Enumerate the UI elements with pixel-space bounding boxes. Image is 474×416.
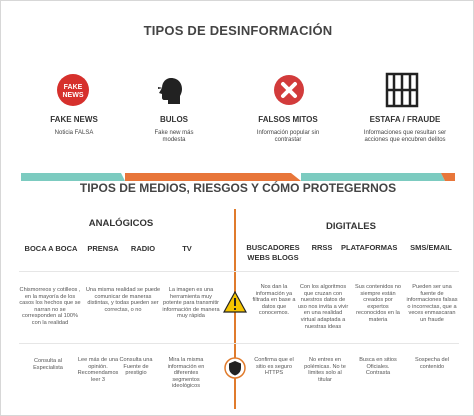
- analog-header-boca: BOCA A BOCA: [24, 244, 78, 253]
- type-desc-estafa: Informaciones que resultan ser acciones que encubren delitos: [363, 130, 447, 143]
- shield-icon: [224, 357, 246, 379]
- type-title-estafa: ESTAFA / FRAUDE: [369, 115, 441, 124]
- analog-protect-tv: Mira la misma información en diferentes segmentos ideológicos: [167, 357, 205, 390]
- digital-protect-rrss: No entres en polémicas. No te limites solo al titular: [304, 357, 346, 383]
- svg-text:NEWS: NEWS: [62, 92, 84, 99]
- digital-risk-rrss: Con los algoritmos que cruzan con nuestros datos de uso nos invita a vivir en una realidad virtual adaptada a nuestras ideas: [297, 284, 349, 330]
- analog-risk-tv: La imagen es una herramienta muy potente para transmitir información de manera muy rápida: [162, 287, 220, 320]
- digital-title: DIGITALES: [326, 221, 376, 232]
- warning-icon: [223, 291, 247, 313]
- digital-risk-sms: Pueden ser una fuente de informaciones falsas o incorrectas, que a veces enmascaran un fraude: [406, 284, 458, 323]
- type-title-fake-news: FAKE NEWS: [50, 115, 98, 124]
- digital-protect-buscadores: Confirma que el sitio es seguro HTTPS: [254, 357, 294, 377]
- svg-text:FAKE: FAKE: [63, 84, 83, 91]
- analog-header-tv: TV: [182, 244, 192, 253]
- digital-risk-buscadores: Nos dan la información ya filtrada en base a datos que conocemos.: [252, 284, 296, 317]
- section-title: TIPOS DE MEDIOS, RIESGOS Y CÓMO PROTEGERNOS: [79, 181, 397, 195]
- digital-header-buscadores: BUSCADORES WEBS BLOGS: [246, 243, 300, 262]
- digital-protect-sms: Sospecha del contenido: [415, 357, 449, 370]
- analog-protect-radio: Consulta una Fuente de prestigio: [119, 357, 153, 377]
- speaking-head-icon: [158, 75, 188, 107]
- type-desc-falsos-mitos: Información popular sin contrastar: [256, 130, 320, 143]
- analog-header-radio: RADIO: [130, 244, 156, 253]
- type-title-falsos-mitos: FALSOS MITOS: [258, 115, 318, 124]
- type-title-bulos: BULOS: [160, 115, 188, 124]
- digital-risk-plataformas: Sus contenidos no siempre están creados por expertos reconocidos en la materia: [354, 284, 402, 323]
- digital-header-rrss: RRSS: [311, 243, 333, 252]
- row-divider-middle: [19, 343, 459, 344]
- digital-header-sms: SMS/EMAIL: [410, 243, 452, 252]
- analog-protect-prensa: Lee más de una opinión. Recomendamos leer 3: [77, 357, 119, 383]
- analog-title: ANALÓGICOS: [88, 218, 154, 229]
- page-title: TIPOS DE DESINFORMACIÓN: [143, 23, 333, 38]
- analog-header-prensa: PRENSA: [87, 244, 119, 253]
- row-divider-top: [19, 271, 459, 272]
- digital-protect-plataformas: Busca en sitios Oficiales. Contrasta: [359, 357, 397, 377]
- x-mark-icon: [273, 74, 305, 106]
- type-desc-fake-news: Noticia FALSA: [54, 130, 94, 136]
- analog-risk-boca: Chismorreos y cotilleos , en la mayoría de los casos los hechos que se narran no se corresponden al 100% con la realidad: [19, 287, 81, 326]
- analog-risk-prensa-radio: Una misma realidad se puede comunicar de maneras distintas, y todas pueden ser correctas, o no: [85, 287, 161, 313]
- digital-header-plataformas: PLATAFORMAS: [341, 243, 398, 252]
- type-desc-bulos: Fake new más modesta: [154, 130, 194, 143]
- fake-news-icon: [56, 73, 90, 107]
- prison-bars-icon: [385, 72, 419, 108]
- analog-protect-boca: Consulta al Especialista: [33, 358, 63, 371]
